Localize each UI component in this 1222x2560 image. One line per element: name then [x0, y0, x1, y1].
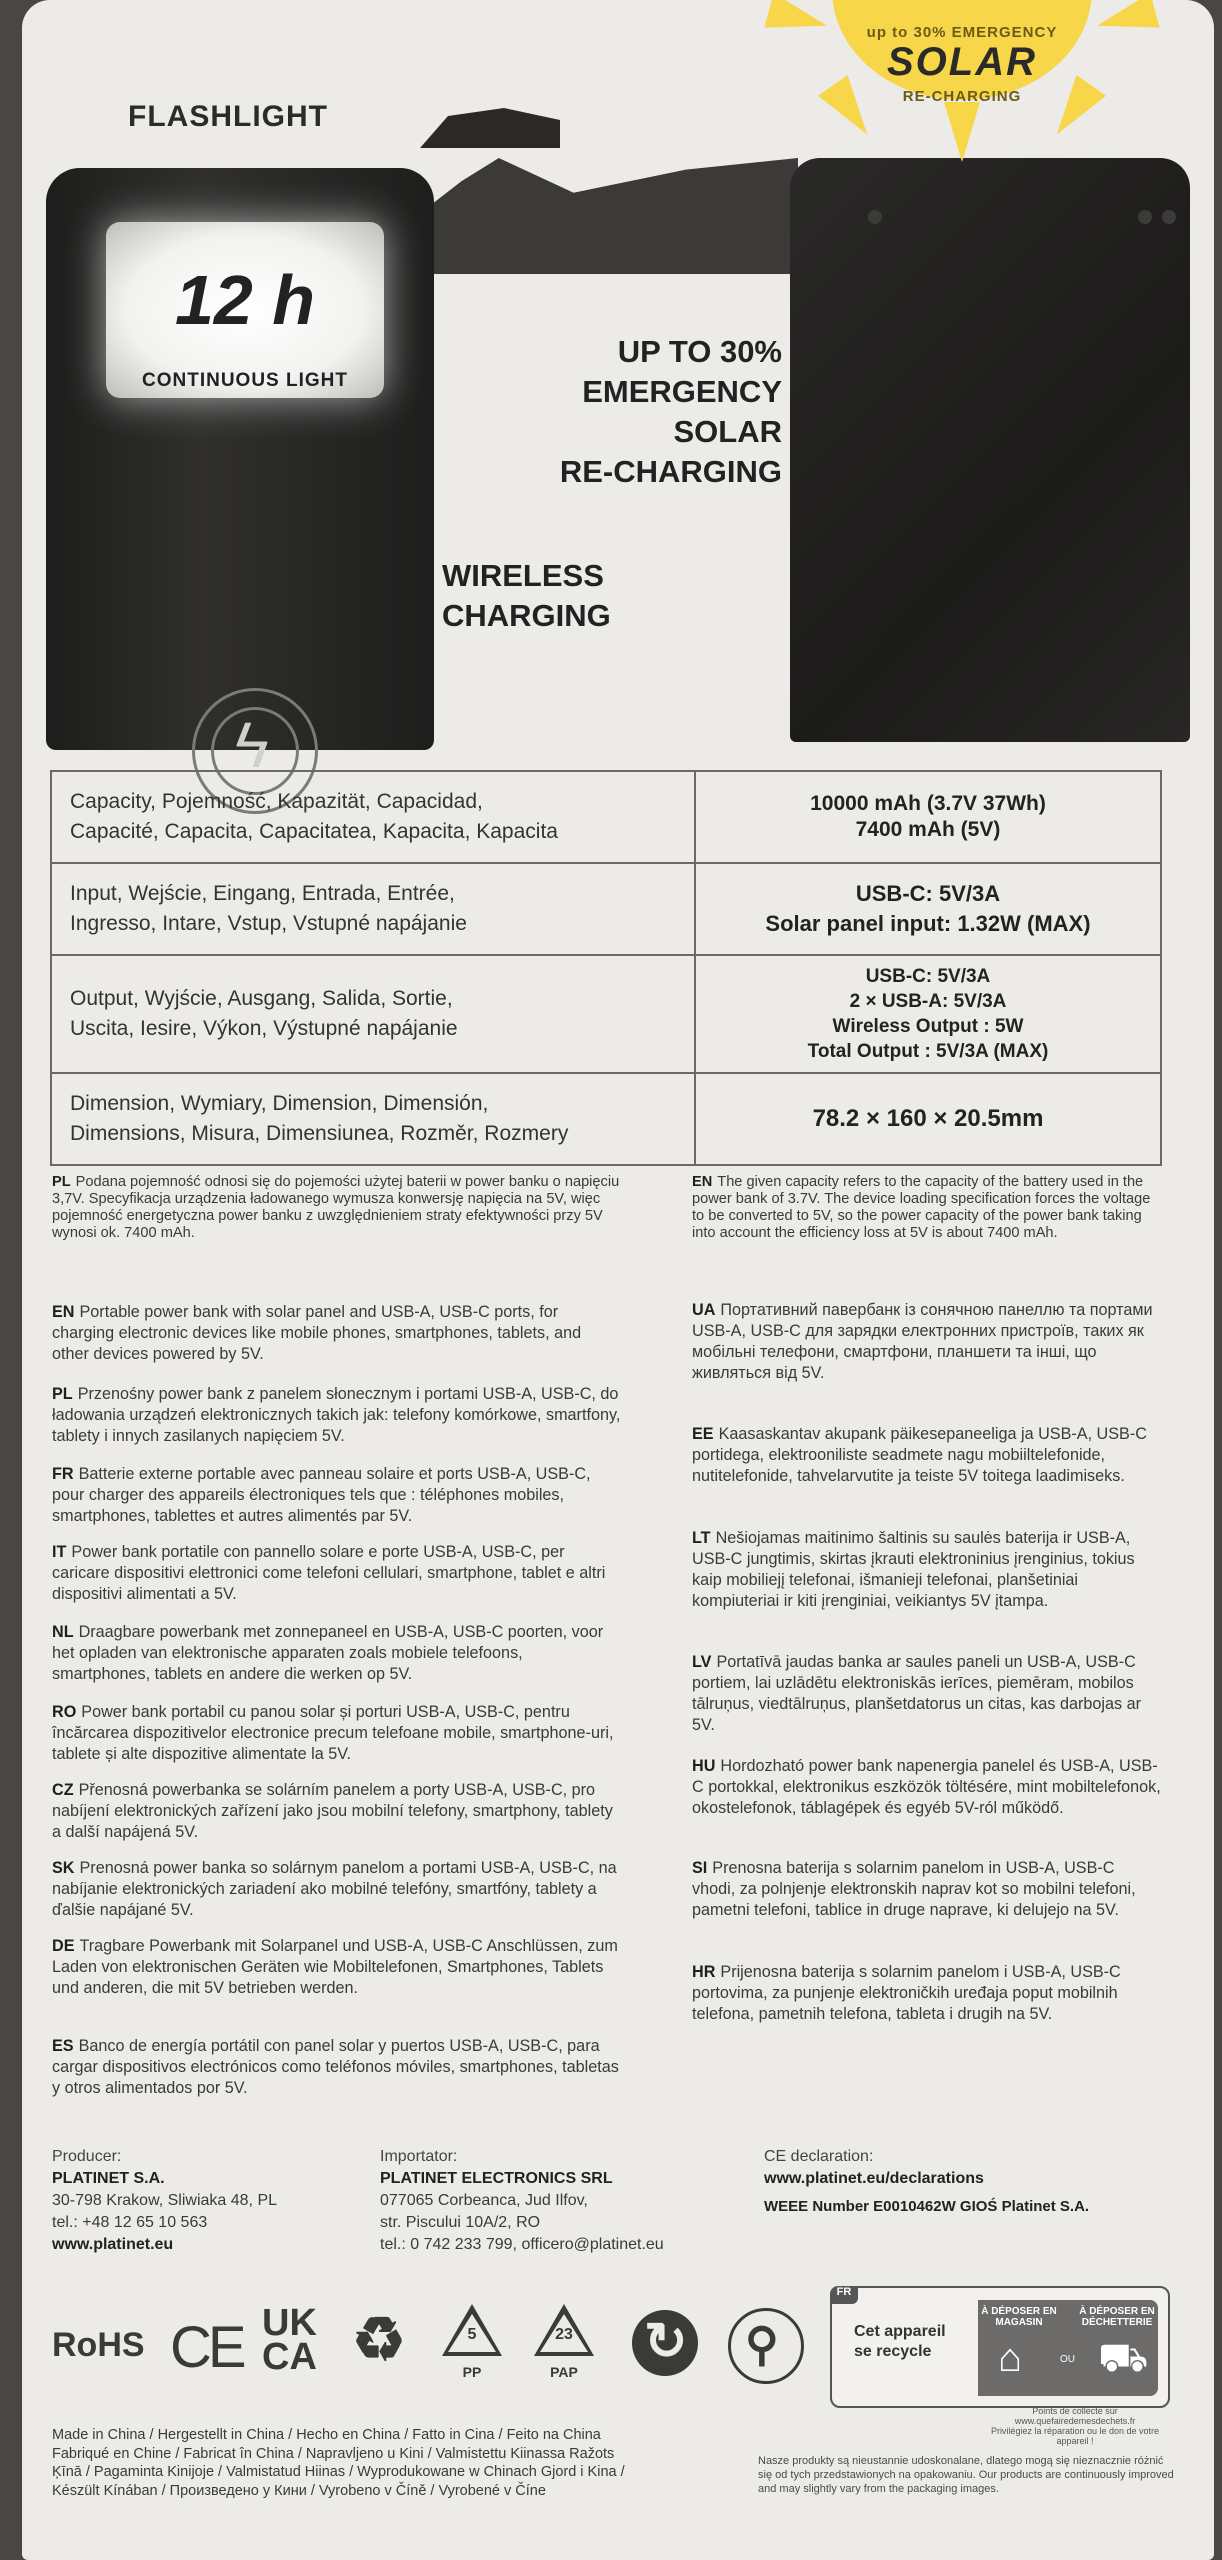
- triman-box: [830, 2286, 1170, 2408]
- camera-dot-icon: [1162, 210, 1176, 224]
- description-pl: [52, 1384, 622, 1447]
- pp-number: 5: [467, 2326, 477, 2343]
- pap-recycle-icon: [534, 2304, 594, 2380]
- lang-code: HU: [692, 1757, 716, 1775]
- solar-heading-line: SOLAR: [673, 414, 782, 449]
- spec-table: [50, 770, 1162, 1166]
- producer-phone: tel.: +48 12 65 10 563: [52, 2214, 208, 2231]
- importer-contact: tel.: 0 742 233 799, officero@platinet.eu: [380, 2236, 664, 2253]
- triman-fr-tag: FR: [830, 2286, 858, 2304]
- importer-block: [380, 2146, 750, 2256]
- importer-street: str. Piscului 10A/2, RO: [380, 2214, 541, 2231]
- importer-address: 077065 Corbeanca, Jud Ilfov,: [380, 2192, 588, 2209]
- spec-label-line: Dimension, Wymiary, Dimension, Dimensión,: [70, 1092, 489, 1115]
- sun-ray-icon: [1042, 75, 1106, 145]
- pap-number: 23: [555, 2326, 573, 2343]
- flashlight-heading: FLASHLIGHT: [128, 100, 328, 133]
- description-si: [692, 1858, 1162, 1921]
- spec-label: [51, 955, 695, 1073]
- ce-heading: CE declaration:: [764, 2148, 874, 2165]
- description-de: [52, 1936, 622, 1999]
- lang-code: PL: [52, 1174, 71, 1190]
- lang-code: LT: [692, 1529, 711, 1547]
- description-text: Tragbare Powerbank mit Solarpanel und USB-A, USB-C Anschlüssen, zum Laden von elektronischen Geräten wie Mobiltelefonen, Smartphones, Tablets und anderen, die mit 5V betrieben werden.: [52, 1937, 618, 1997]
- spec-value-line: 2 × USB-A: 5V/3A: [849, 991, 1007, 1012]
- triman-dump-label: À DÉPOSER EN DÉCHETTERIE: [1079, 2306, 1155, 2328]
- description-text: Kaasaskantav akupank päikesepaneeliga ja USB-A, USB-C portidega, elektrooniliste seadmete nagu mobiiltelefonide, nutitelefonide, tahvelarvutite ja teiste 5V toitega laadimiseks.: [692, 1425, 1147, 1485]
- spec-label: [51, 863, 695, 955]
- hours-label: 12 h: [174, 261, 316, 339]
- producer-heading: Producer:: [52, 2148, 122, 2165]
- description-cz: [52, 1780, 622, 1843]
- made-in-china: Made in China / Hergestellt in China / Hecho en China / Fatto in Cina / Feito na China Fabriqué en Chine / Fabricat în China / Napravljeno u Kini / Valmistettu Kiinassa Ražots Ķīnā / Pagaminta Kinijoje / Valmistatud Hiinas / Wyprodukowane w Chinach Gjord i Kina / Készült Kínában / Произведено у Кини / Vyrobeno v Číně / Vyrobené v Číne: [52, 2427, 625, 2499]
- producer-name: PLATINET S.A.: [52, 2170, 165, 2187]
- spec-label-line: Dimensions, Misura, Dimensiunea, Rozměr, Rozmery: [70, 1122, 569, 1145]
- note-text: Podana pojemność odnosi się do pojemości użytej baterii w power banku o napięciu 3,7V. Specyfikacja urządzenia ładowanego wymusza konwersję napięcia na 5V, więc pojemność energetyczna power banku z uwzględnieniem straty efektywności przy 5V wynosi ok. 7400 mAh.: [52, 1174, 620, 1241]
- importer-name: PLATINET ELECTRONICS SRL: [380, 2170, 613, 2187]
- spec-value: [695, 955, 1161, 1073]
- spec-label: [51, 771, 695, 863]
- description-ee: [692, 1424, 1162, 1487]
- description-lv: [692, 1652, 1162, 1736]
- description-text: Přenosná powerbanka se solárním panelem a porty USB-A, USB-C, pro nabíjení elektronických zařízení jako jsou mobilní telefony, smartphony, tablety a další napájená 5V.: [52, 1781, 613, 1841]
- lang-code: UA: [692, 1301, 716, 1319]
- description-text: Przenośny power bank z panelem słonecznym i portami USB-A, USB-C, do ładowania urządzeń elektronicznych takich jak: telefony komórkowe, smartfony, tablety i innych zasilanych napięciem 5V.: [52, 1385, 621, 1445]
- solar-heading-line: UP TO 30%: [617, 334, 782, 369]
- description-nl: [52, 1622, 622, 1685]
- solar-heading-line: EMERGENCY: [582, 374, 782, 409]
- description-text: Power bank portatile con pannello solare e porte USB-A, USB-C, per caricare dispositivi elettronici come telefoni cellulari, smartphone, tablet e altri dispositivi alimentati a 5V.: [52, 1543, 606, 1603]
- description-text: Portatīvā jaudas banka ar saules paneli un USB-A, USB-C portiem, lai uzlādētu elektroniskās ierīces, piemēram, mobilos tālruņus, viedtālruņus, planšetdatorus un citas, kas darbojas ar 5V.: [692, 1653, 1142, 1734]
- description-hu: [692, 1756, 1162, 1819]
- package-back: [22, 0, 1214, 2560]
- sun-ray-icon: [818, 75, 882, 145]
- spec-label-line: Capacité, Capacita, Capacitatea, Kapacita, Kapacita: [70, 820, 558, 843]
- green-dot-icon: ↻: [632, 2310, 698, 2376]
- spec-value-line: Wireless Output : 5W: [832, 1016, 1024, 1037]
- spec-row-input: [51, 863, 1161, 955]
- description-ua: [692, 1300, 1162, 1384]
- spec-value-line: 10000 mAh (3.7V 37Wh): [810, 792, 1046, 815]
- solar-heading-line: RE-CHARGING: [559, 454, 782, 489]
- ce-block: [764, 2146, 1184, 2218]
- description-text: Banco de energía portátil con panel solar y puertos USB-A, USB-C, para cargar dispositivos electrónicos como teléfonos móviles, smartphones, tabletas y otros alimentados por 5V.: [52, 2037, 619, 2097]
- lang-code: SI: [692, 1859, 708, 1877]
- description-text: Portable power bank with solar panel and USB-A, USB-C ports, for charging electronic devices like mobile phones, smartphones, tablets, and other devices powered by 5V.: [52, 1303, 582, 1363]
- device-photo-solar-panel: [790, 158, 1190, 742]
- wireless-charging-icon: ϟ: [192, 688, 318, 814]
- description-es: [52, 2036, 622, 2099]
- lang-code: EN: [52, 1303, 75, 1321]
- spec-value-line: 78.2 × 160 × 20.5mm: [812, 1105, 1044, 1132]
- lang-code: CZ: [52, 1781, 74, 1799]
- ukca-bottom: CA: [262, 2336, 317, 2378]
- triman-note: [980, 2406, 1170, 2446]
- rohs-logo: RoHS: [52, 2326, 145, 2364]
- producer-block: [52, 2146, 382, 2256]
- spec-label-line: Capacity, Pojemność, Kapazität, Capacidad,: [70, 790, 483, 813]
- wireless-heading: [442, 556, 611, 636]
- spec-label: [51, 1073, 695, 1165]
- spec-value: [695, 1073, 1161, 1165]
- ukca-logo: [262, 2302, 317, 2378]
- producer-website[interactable]: www.platinet.eu: [52, 2236, 174, 2253]
- wireless-heading-line: WIRELESS: [442, 558, 604, 593]
- spec-value: [695, 863, 1161, 955]
- spec-row-dimension: [51, 1073, 1161, 1165]
- lang-code: RO: [52, 1703, 77, 1721]
- lang-code: LV: [692, 1653, 712, 1671]
- pap-code: PAP: [550, 2364, 578, 2380]
- capacity-note-en: [692, 1174, 1152, 1242]
- description-lt: [692, 1528, 1162, 1612]
- description-text: Batterie externe portable avec panneau solaire et ports USB-A, USB-C, pour charger des appareils électroniques tels que : téléphones mobiles, smartphones, tablettes et autres alimentés par 5V.: [52, 1465, 591, 1525]
- spec-value-line: Total Output : 5V/3A (MAX): [807, 1041, 1049, 1062]
- triman-or: OU: [1060, 2354, 1075, 2365]
- solar-badge: [812, 0, 1112, 120]
- description-text: Draagbare powerbank met zonnepaneel en USB-A, USB-C poorten, voor het opladen van elektronische apparaten zoals mobiele telefoons, smartphones, tablets en andere die werken op 5V.: [52, 1623, 604, 1683]
- tidyman-icon: ⚲: [728, 2308, 804, 2384]
- torn-edge: [420, 108, 560, 148]
- spec-value: [695, 771, 1161, 863]
- badge-title: SOLAR: [887, 40, 1037, 84]
- pp-recycle-icon: [442, 2304, 502, 2380]
- lang-code: ES: [52, 2037, 74, 2055]
- weee-number: WEEE Number E0010462W GIOŚ Platinet S.A.: [764, 2198, 1090, 2215]
- triman-text: [854, 2322, 946, 2362]
- description-text: Prenosna baterija s solarnim panelom in USB-A, USB-C vhodi, za polnjenje elektronskih naprav kot so mobilni telefoni, pametni telefoni, tablice in druge naprave, ki delujejo na 5V.: [692, 1859, 1136, 1919]
- lang-code: EE: [692, 1425, 714, 1443]
- camera-dot-icon: [1138, 210, 1152, 224]
- spec-label-line: Input, Wejście, Eingang, Entrada, Entrée,: [70, 882, 455, 905]
- store-icon: ⌂: [998, 2336, 1023, 2380]
- description-text: Prijenosna baterija s solarnim panelom i USB-A, USB-C portovima, za punjenje elektroničkih uređaja poput mobilnih telefona, pametnih telefona, tableta i drugih na 5V.: [692, 1963, 1121, 2023]
- spec-label-line: Output, Wyjście, Ausgang, Salida, Sortie,: [70, 987, 453, 1010]
- importer-heading: Importator:: [380, 2148, 458, 2165]
- note-text: The given capacity refers to the capacity of the battery used in the power bank of 3.7V. The device loading specification forces the voltage to be converted to 5V, so the power capacity of the power bank taking into account the efficiency loss at 5V is about 7400 mAh.: [692, 1174, 1151, 1241]
- device-photo-front: [46, 168, 434, 781]
- producer-address: 30-798 Krakow, Sliwiaka 48, PL: [52, 2192, 278, 2209]
- continuous-light-label: CONTINUOUS LIGHT: [142, 370, 348, 391]
- description-ro: [52, 1702, 622, 1765]
- description-text: Prenosná power banka so solárnym panelom a portami USB-A, USB-C, na nabíjanie elektronických zariadení ako mobilné telefóny, smartfóny, tablety a ďalšie napájané 5V.: [52, 1859, 617, 1919]
- spec-label-line: Ingresso, Intare, Vstup, Vstupné napájanie: [70, 912, 467, 935]
- lang-code: DE: [52, 1937, 75, 1955]
- packaging-disclaimer: Nasze produkty są nieustannie udoskonalane, dlatego mogą się nieznacznie różnić się od tych przedstawionych na opakowaniu. Our products are continuously improved and may slightly vary from the packaging images.: [758, 2455, 1174, 2495]
- triman-store-label: À DÉPOSER EN MAGASIN: [981, 2306, 1057, 2328]
- device-photo-middle: [424, 158, 798, 274]
- triman-text-line: Cet appareil: [854, 2323, 946, 2340]
- ce-declarations-link[interactable]: www.platinet.eu/declarations: [764, 2170, 984, 2187]
- lang-code: FR: [52, 1465, 74, 1483]
- spec-row-capacity: [51, 771, 1161, 863]
- pp-code: PP: [462, 2364, 482, 2380]
- ce-logo: CE: [170, 2315, 243, 2380]
- spec-row-output: [51, 955, 1161, 1073]
- sun-ray-icon: [944, 102, 980, 162]
- camera-dot-icon: [868, 210, 882, 224]
- description-fr: [52, 1464, 622, 1527]
- badge-top-text: up to 30% EMERGENCY: [866, 24, 1058, 41]
- spec-value-line: Solar panel input: 1.32W (MAX): [765, 911, 1091, 936]
- spec-value-line: USB-C: 5V/3A: [855, 881, 1001, 906]
- lang-code: EN: [692, 1174, 713, 1190]
- description-text: Портативний павербанк із сонячною панеллю та портами USB-A, USB-C для зарядки електронних пристроїв, таких як мобільні телефони, смартфони, планшети та інші, що живляться від 5V.: [692, 1301, 1153, 1382]
- description-text: Hordozható power bank napenergia panelel és USB-A, USB-C portokkal, elektronikus eszközök töltésére, mint mobiltelefonok, okostelefonok, táblagépek és egyéb 5V-ról működő.: [692, 1757, 1161, 1817]
- dumpster-icon: ⛟: [1098, 2336, 1149, 2380]
- wireless-heading-line: CHARGING: [442, 598, 611, 633]
- triman-note-line: Points de collecte sur www.quefairedemesdechets.fr: [1014, 2406, 1136, 2426]
- description-text: Power bank portabil cu panou solar și porturi USB-A, USB-C, pentru încărcarea dispozitivelor electronice precum telefoane mobile, smartphone-uri, tablete și alte dispozitive alimentate la 5V.: [52, 1703, 614, 1763]
- description-it: [52, 1542, 622, 1605]
- description-hr: [692, 1962, 1162, 2025]
- lang-code: HR: [692, 1963, 716, 1981]
- triman-collection: [978, 2300, 1158, 2396]
- solar-heading: [532, 332, 782, 492]
- flashlight-panel: [106, 222, 384, 398]
- lang-code: IT: [52, 1543, 67, 1561]
- spec-label-line: Uscita, Iesire, Výkon, Výstupné napájanie: [70, 1017, 458, 1040]
- spec-value-line: 7400 mAh (5V): [855, 818, 1001, 841]
- badge-bottom-text: RE-CHARGING: [902, 88, 1022, 105]
- ukca-top: UK: [262, 2302, 317, 2344]
- recycle-icon: ♻: [352, 2306, 406, 2373]
- description-text: Nešiojamas maitinimo šaltinis su saulės baterija ir USB-A, USB-C jungtimis, skirtas įkrauti elektroninius įrenginius, tokius kaip mobiliejį telefonai, išmanieji telefonai, planšetiniai kompiuteriai ir kiti įrenginiai, veikiantys 5V įtampa.: [692, 1529, 1135, 1610]
- capacity-note-pl: [52, 1174, 648, 1242]
- spec-value-line: USB-C: 5V/3A: [865, 966, 991, 987]
- description-sk: [52, 1858, 622, 1921]
- lang-code: NL: [52, 1623, 74, 1641]
- lang-code: SK: [52, 1859, 75, 1877]
- description-en: [52, 1302, 622, 1365]
- triman-note-line: Privilégiez la réparation ou le don de votre appareil !: [990, 2426, 1160, 2446]
- lang-code: PL: [52, 1385, 73, 1403]
- triman-text-line: se recycle: [854, 2343, 932, 2360]
